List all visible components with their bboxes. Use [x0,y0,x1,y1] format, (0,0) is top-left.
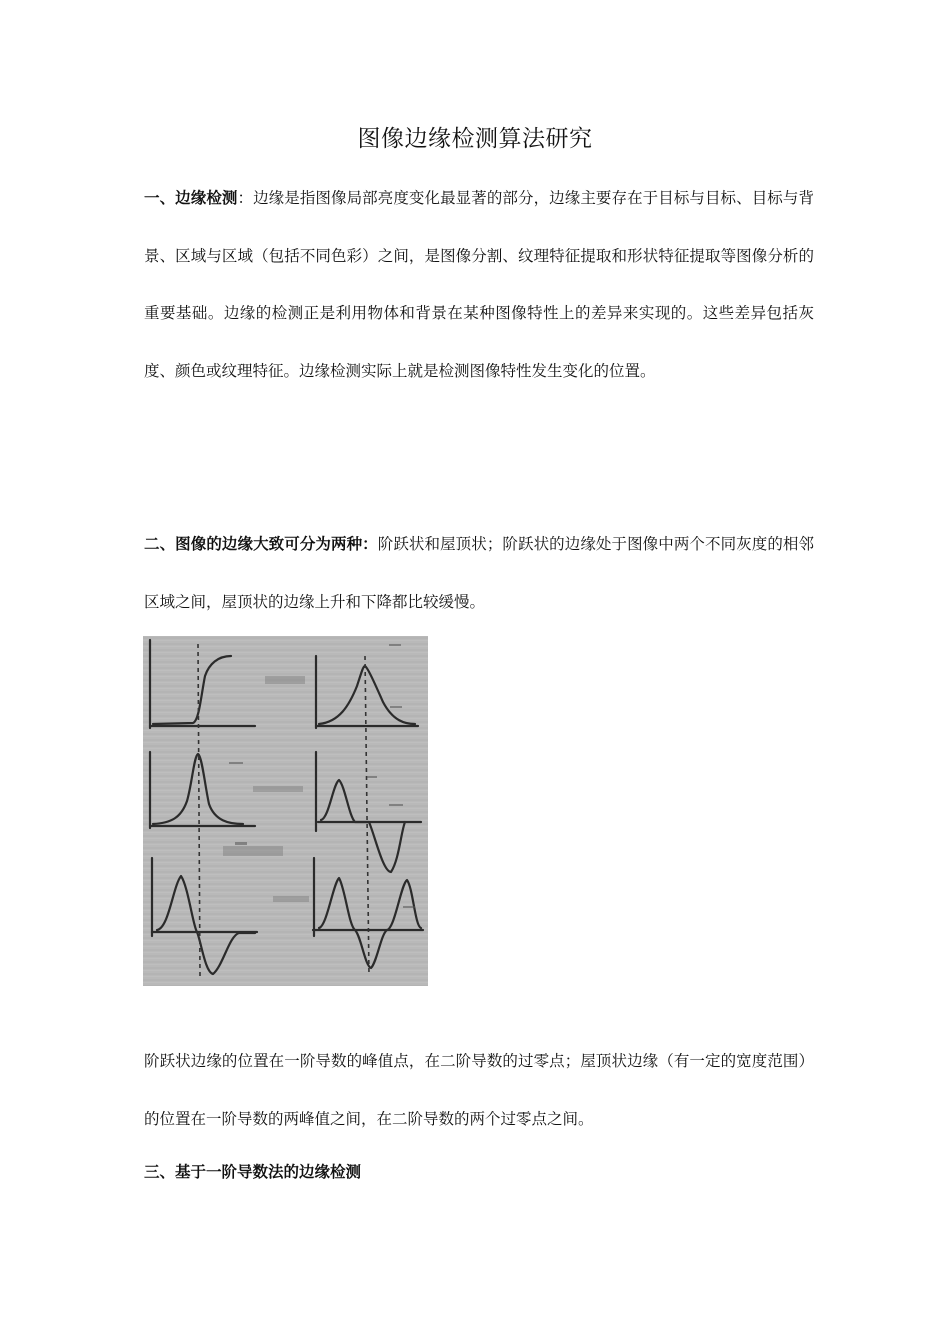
section-3-heading: 三、基于一阶导数法的边缘检测 [144,1163,362,1181]
edge-derivative-plots [143,636,428,986]
document-title: 图像边缘检测算法研究 [357,126,593,152]
section-2-heading: 二、图像的边缘大致可分为两种： [144,535,378,553]
edge-profile-figure [143,636,428,986]
section-1-heading: 一、边缘检测 [144,189,238,207]
section-1-body: ：边缘是指图像局部亮度变化最显著的部分，边缘主要存在于目标与目标、目标与背景、区域与区域（包括不同色彩）之间，是图像分割、纹理特征提取和形状特征提取等图像分析的重要基础。边缘的检测正是利用物体和背景在某种图像特性上的差异来实现的。这些差异包括灰度、颜色或纹理特征。边缘检测实际上就是检测图像特性发生变化的位置。 [144,189,814,380]
section-2-body: 阶跃状和屋顶状；阶跃状的边缘处于图像中两个不同灰度的相邻区域之间，屋顶状的边缘上升和下降都比较缓慢。 [144,535,814,611]
section-1-paragraph [144,170,814,400]
section-2-paragraph [144,516,814,631]
paragraph-3: 阶跃状边缘的位置在一阶导数的峰值点，在二阶导数的过零点；屋顶状边缘（有一定的宽度范围）的位置在一阶导数的两峰值之间，在二阶导数的两个过零点之间。 [144,1052,814,1128]
